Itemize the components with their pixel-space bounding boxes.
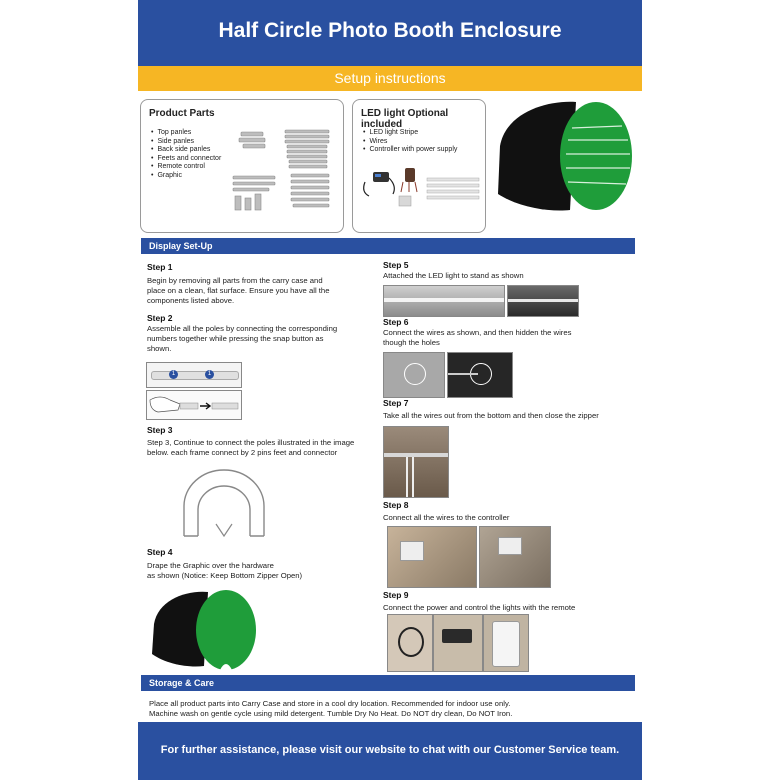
list-item: • Graphic bbox=[151, 172, 221, 181]
led-kit-photo bbox=[359, 166, 483, 212]
parts-photo bbox=[227, 126, 339, 218]
step-9-text: Connect the power and control the lights with the remote bbox=[383, 603, 576, 612]
list-item: • Controller with power supply bbox=[363, 146, 457, 155]
pole-illustration bbox=[151, 371, 239, 380]
pole-number-badge: 1 bbox=[205, 370, 214, 379]
remote-control-photo bbox=[483, 614, 529, 672]
zipper-photo bbox=[383, 426, 449, 498]
step-4-title: Step 4 bbox=[147, 547, 173, 557]
list-item: • Top panles bbox=[151, 129, 221, 138]
led-stand-photo-2 bbox=[507, 285, 579, 317]
step-4-text: Drape the Graphic over the hardware as shown (Notice: Keep Bottom Zipper Open) bbox=[147, 561, 303, 580]
step-6-text: Connect the wires as shown, and then hidden the wires though the holes bbox=[383, 328, 572, 347]
step-2-title: Step 2 bbox=[147, 313, 173, 323]
storage-care-text: Place all product parts into Carry Case and store in a cool dry location. Recommended for indoor use only. Machine wash on gentle cycle using mild detergent. Tumble Dry No Heat. Do NOT dry clean, Do NOT Iron. bbox=[149, 699, 513, 718]
controller-wires-photo-1 bbox=[387, 526, 477, 588]
step-9-title: Step 9 bbox=[383, 590, 409, 600]
enclosure-hero-image bbox=[492, 98, 636, 228]
list-item: • Side panles bbox=[151, 138, 221, 147]
product-parts-box bbox=[140, 99, 344, 233]
power-cable-photo bbox=[387, 614, 433, 672]
step-1-title: Step 1 bbox=[147, 262, 173, 272]
power-adapter-photo bbox=[433, 614, 483, 672]
page-title: Half Circle Photo Booth Enclosure bbox=[138, 0, 642, 66]
list-item: • Remote control bbox=[151, 163, 221, 172]
step-8-text: Connect all the wires to the controller bbox=[383, 513, 510, 522]
list-item: • Back side panles bbox=[151, 146, 221, 155]
product-parts-list bbox=[151, 129, 221, 181]
step-3-title: Step 3 bbox=[147, 425, 173, 435]
step-3-text: Step 3, Continue to connect the poles illustrated in the image below. each frame connect by 2 pins feet and connector bbox=[147, 438, 355, 457]
list-item: • Wires bbox=[363, 138, 457, 147]
display-setup-header: Display Set-Up bbox=[141, 238, 635, 254]
draped-graphic-image bbox=[150, 588, 260, 674]
step-6-title: Step 6 bbox=[383, 317, 409, 327]
pole-connection-diagram bbox=[146, 362, 242, 388]
step-1-text: Begin by removing all parts from the carry case and place on a clean, flat surface. Ensure you have all the components listed above. bbox=[147, 276, 330, 305]
pole-number-badge: 1 bbox=[169, 370, 178, 379]
led-items-list bbox=[363, 129, 457, 155]
list-item: • LED light Stripe bbox=[363, 129, 457, 138]
wire-hole-photo-1 bbox=[383, 352, 445, 398]
led-box-title: LED light Optional included bbox=[361, 108, 449, 130]
list-item: • Feets and connector bbox=[151, 155, 221, 164]
step-7-title: Step 7 bbox=[383, 398, 409, 408]
step-5-text: Attached the LED light to stand as shown bbox=[383, 271, 524, 280]
snap-button-diagram bbox=[146, 390, 242, 420]
step-8-title: Step 8 bbox=[383, 500, 409, 510]
product-parts-title: Product Parts bbox=[149, 108, 215, 119]
step-7-text: Take all the wires out from the bottom and then close the zipper bbox=[383, 411, 599, 420]
frame-outline-diagram bbox=[178, 466, 270, 540]
controller-wires-photo-2 bbox=[479, 526, 551, 588]
led-optional-box bbox=[352, 99, 486, 233]
step-5-title: Step 5 bbox=[383, 260, 409, 270]
wire-hole-photo-2 bbox=[447, 352, 513, 398]
led-stand-photo-1 bbox=[383, 285, 505, 317]
instruction-sheet bbox=[138, 0, 642, 780]
customer-service-footer: For further assistance, please visit our website to chat with our Customer Service team. bbox=[138, 722, 642, 780]
step-2-text: Assemble all the poles by connecting the corresponding numbers together while pressing the snap button as shown. bbox=[147, 324, 338, 353]
storage-care-header: Storage & Care bbox=[141, 675, 635, 691]
setup-instructions-banner: Setup instructions bbox=[138, 66, 642, 91]
